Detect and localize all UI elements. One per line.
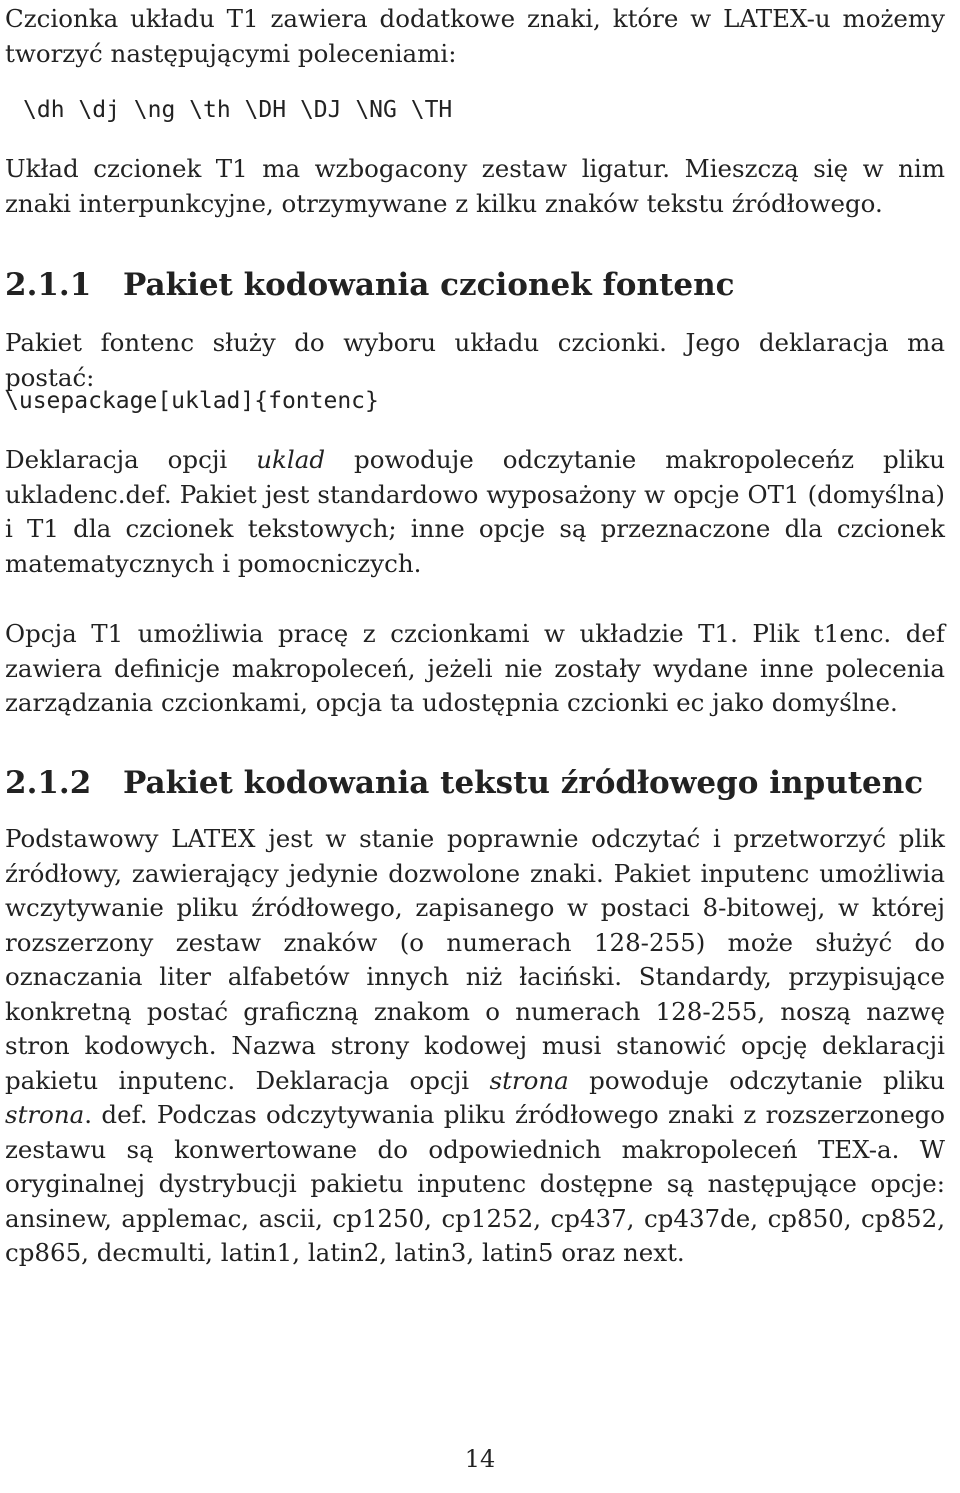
- fontenc-paragraph-3: Opcja T1 umożliwia pracę z czcionkami w układzie T1. Plik t1enc. def zawiera definicje makropoleceń, jeżeli nie zostały wydane inne polecenia zarządzania czcionkami, opcja ta udostępnia czcionki ec jako domyślne.: [5, 619, 945, 717]
- text-run: powoduje odczytanie makropoleceńz pliku ukladenc.def. Pakiet jest standardowo wyposażony w opcje OT1 (domyślna) i T1 dla czcionek tekstowych; inne opcje są przeznaczone dla czcionek matematycznych i pomocniczych.: [5, 445, 946, 578]
- ligatures-paragraph: Układ czcionek T1 ma wzbogacony zestaw ligatur. Mieszczą się w nim znaki interpunkcyjne, otrzymywane z kilku znaków tekstu źródłowego.: [5, 154, 945, 218]
- text-run: powoduje odczytanie pliku: [568, 1065, 946, 1095]
- text-run: Deklaracja opcji: [5, 445, 257, 474]
- text-run: . def. Podczas odczytywania pliku źródłowego znaki z rozszerzonego zestawu są konwertowane do odpowiednich makropoleceń TEX-a. W oryginalnej dystrybucji pakietu inputenc dostępne są następujące opcje: ansinew, applemac, ascii, cp1250, cp1252, cp437, cp437de, cp850, cp852, cp865, decmulti, latin1, latin2, latin3, latin5 oraz next.: [5, 1100, 945, 1267]
- section-heading-inputenc: [5, 763, 945, 803]
- section-title: Pakiet kodowania tekstu źródłowego inputenc: [123, 765, 924, 801]
- emphasis-strona: strona: [489, 1065, 569, 1095]
- emphasis-uklad: uklad: [256, 445, 326, 474]
- page-number: 14: [464, 1445, 496, 1473]
- fontenc-code-line: \usepackage[uklad]{fontenc}: [5, 388, 379, 414]
- fontenc-paragraph-2: [5, 443, 945, 581]
- commands-line: \dh \dj \ng \th \DH \DJ \NG \TH: [23, 97, 453, 123]
- section-number: 2.1.1: [5, 267, 92, 303]
- emphasis-strona: strona: [5, 1100, 85, 1129]
- inputenc-paragraph: [5, 822, 945, 1271]
- intro-paragraph: Czcionka układu T1 zawiera dodatkowe znaki, które w LATEX-u możemy tworzyć następującymi poleceniami:: [5, 4, 945, 68]
- fontenc-paragraph-1: Pakiet fontenc służy do wyboru układu czcionki. Jego deklaracja ma postać:: [5, 328, 945, 392]
- section-heading-fontenc: [5, 265, 945, 305]
- section-title: Pakiet kodowania czcionek fontenc: [123, 267, 735, 303]
- text-run: Podstawowy LATEX jest w stanie poprawnie odczytać i przetworzyć plik źródłowy, zawierający jedynie dozwolone znaki. Pakiet inputenc umożliwia wczytywanie pliku źródłowego, zapisanego w postaci 8-bitowej, w której rozszerzony zestaw znaków (o numerach 128-255) może służyć do oznaczania liter alfabetów innych niż łaciński. Standardy, przypisujące konkretną postać graficzną znakom o numerach 128-255, noszą nazwę stron kodowych. Nazwa strony kodowej musi stanowić opcję deklaracji pakietu inputenc. Deklaracja opcji: [5, 824, 945, 1095]
- section-number: 2.1.2: [5, 765, 92, 801]
- document-page: [5, 0, 945, 1493]
